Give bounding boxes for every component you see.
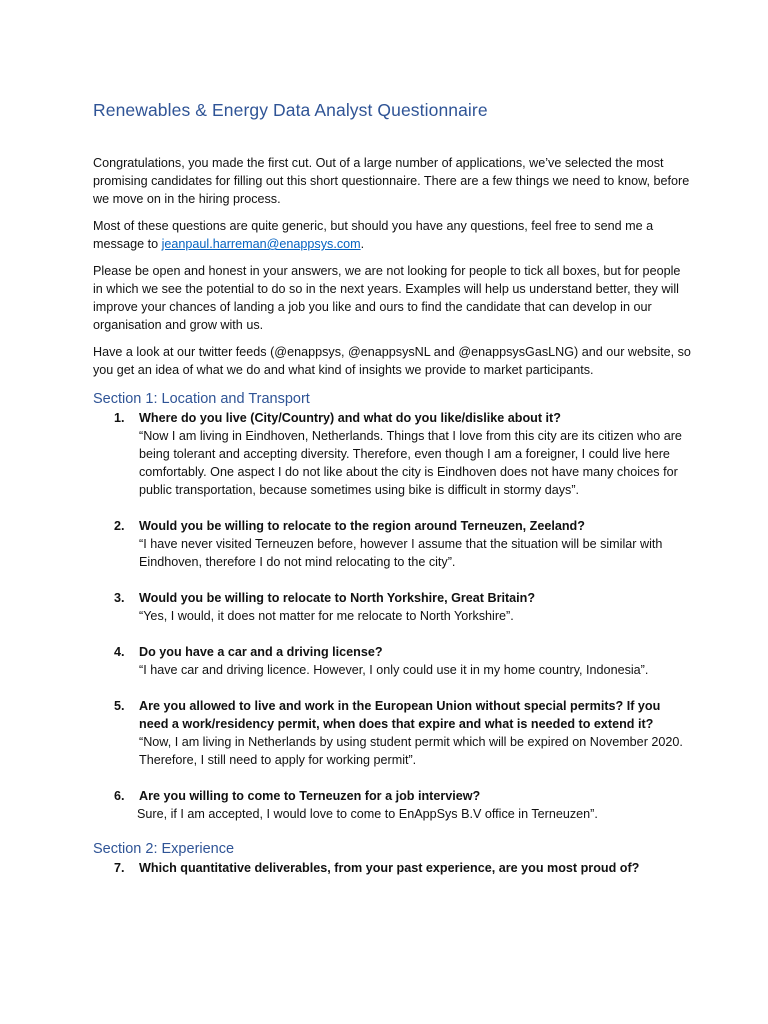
question-text: Are you willing to come to Terneuzen for a job interview? bbox=[139, 789, 481, 803]
question-number: 5. bbox=[114, 699, 125, 713]
question-number: 4. bbox=[114, 645, 125, 659]
section-2-heading: Section 2: Experience bbox=[93, 841, 235, 857]
question-number: 6. bbox=[114, 789, 125, 803]
question-item bbox=[93, 697, 693, 769]
answer-text: “I have never visited Terneuzen before, however I assume that the situation will be similar with Eindhoven, therefore I do not mind relocating to the city”. bbox=[139, 537, 663, 569]
answer-text: Sure, if I am accepted, I would love to come to EnAppSys B.V office in Terneuzen”. bbox=[137, 807, 598, 821]
answer-text: “Now, I am living in Netherlands by using student permit which will be expired on November 2020. Therefore, I still need to apply for working permit”. bbox=[139, 735, 683, 767]
question-number: 3. bbox=[114, 591, 125, 605]
intro-paragraph-2-text: Most of these questions are quite generic, but should you have any questions, feel free to send me a message to bbox=[93, 219, 654, 251]
question-item bbox=[93, 589, 693, 625]
intro-paragraph-2 bbox=[93, 217, 693, 253]
section-1-question-list bbox=[93, 409, 693, 823]
section-2-question-list bbox=[93, 859, 693, 877]
document-page bbox=[93, 100, 693, 895]
question-item bbox=[93, 643, 693, 679]
question-text: Do you have a car and a driving license? bbox=[139, 645, 383, 659]
question-item bbox=[93, 409, 693, 499]
question-text: Which quantitative deliverables, from your past experience, are you most proud of? bbox=[139, 861, 640, 875]
question-text: Are you allowed to live and work in the European Union without special permits? If you need a work/residency permit, when does that expire and what is needed to extend it? bbox=[139, 699, 661, 731]
question-item bbox=[93, 517, 693, 571]
intro-paragraph-3: Please be open and honest in your answers, we are not looking for people to tick all boxes, but for people in which we see the potential to do so in the next years. Examples will help us understand better, they will improve your chances of landing a job you like and ours to find the candidate that can develop in our organisation and grow with us. bbox=[93, 264, 681, 332]
answer-text: “Yes, I would, it does not matter for me relocate to North Yorkshire”. bbox=[139, 609, 514, 623]
question-item bbox=[93, 859, 693, 877]
question-item bbox=[93, 787, 693, 823]
question-number: 7. bbox=[114, 861, 125, 875]
question-text: Where do you live (City/Country) and what do you like/dislike about it? bbox=[139, 411, 561, 425]
intro-paragraph-4: Have a look at our twitter feeds (@enappsys, @enappsysNL and @enappsysGasLNG) and our website, so you get an idea of what we do and what kind of insights we provide to market participants. bbox=[93, 345, 691, 377]
question-text: Would you be willing to relocate to the region around Terneuzen, Zeeland? bbox=[139, 519, 585, 533]
document-title: Renewables & Energy Data Analyst Questionnaire bbox=[93, 100, 488, 120]
question-number: 2. bbox=[114, 519, 125, 533]
intro-paragraph-2-end: . bbox=[360, 237, 365, 251]
contact-email-link[interactable]: jeanpaul.harreman@enappsys.com bbox=[161, 237, 361, 251]
intro-paragraph-1: Congratulations, you made the first cut. Out of a large number of applications, we’ve selected the most promising candidates for filling out this short questionnaire. There are a few things we need to know, before we move on in the hiring process. bbox=[93, 156, 690, 206]
answer-text: “I have car and driving licence. However, I only could use it in my home country, Indonesia”. bbox=[139, 663, 649, 677]
question-number: 1. bbox=[114, 411, 125, 425]
answer-text: “Now I am living in Eindhoven, Netherlands. Things that I love from this city are its citizen who are being tolerant and accepting diversity. Therefore, even though I am a foreigner, I could live here comfortably. One aspect I do not like about the city is Eindhoven does not have many choices for public transportation, because sometimes using bike is difficult in stormy days”. bbox=[139, 429, 682, 497]
section-1-heading: Section 1: Location and Transport bbox=[93, 391, 310, 407]
question-text: Would you be willing to relocate to North Yorkshire, Great Britain? bbox=[139, 591, 536, 605]
